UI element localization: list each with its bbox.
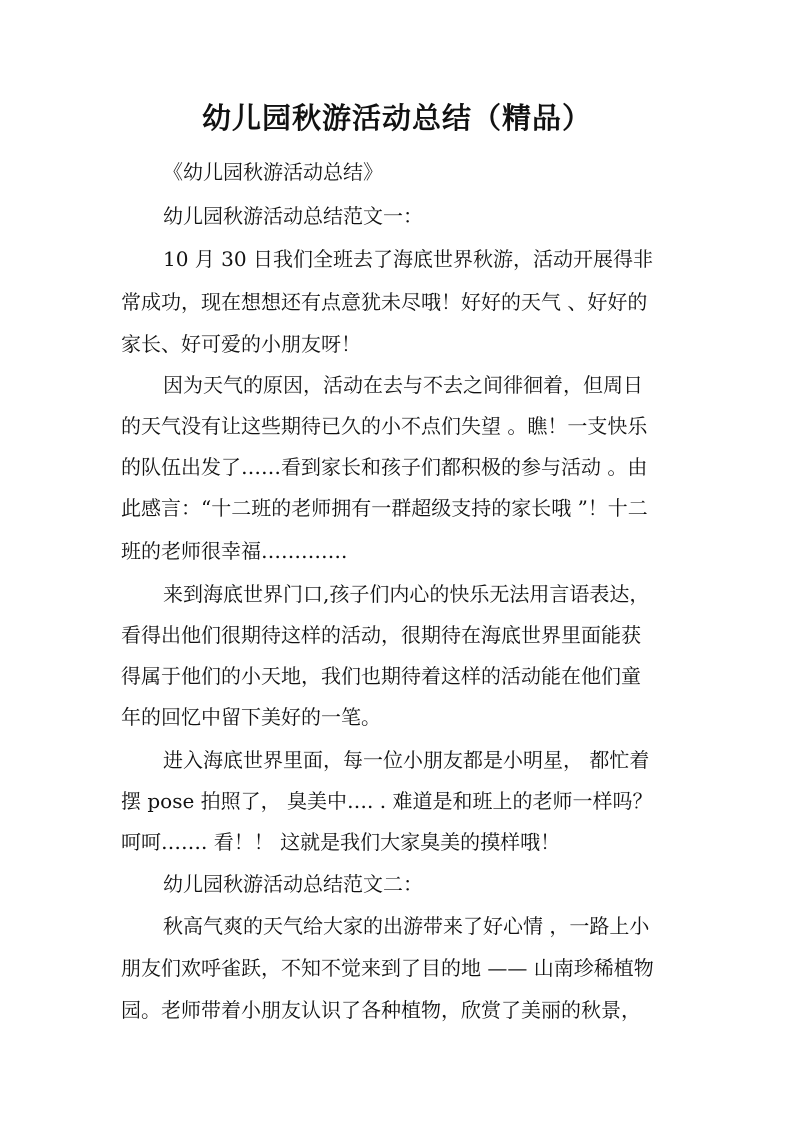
paragraph-line: 来到海底世界门口,孩子们内心的快乐无法用言语表达， bbox=[163, 582, 650, 606]
paragraph-line: 班的老师很幸福…………. bbox=[121, 539, 348, 563]
section-heading-one: 幼儿园秋游活动总结范文一： bbox=[163, 204, 423, 228]
paragraph-line: 家长、好可爱的小朋友呀！ bbox=[121, 332, 361, 356]
subtitle-line: 《幼儿园秋游活动总结》 bbox=[163, 160, 383, 184]
paragraph-line: 得属于他们的小天地，我们也期待着这样的活动能在他们童 bbox=[121, 664, 641, 688]
paragraph-line: 秋高气爽的天气给大家的出游带来了好心情 ，一路上小 bbox=[163, 914, 650, 938]
paragraph-line: 进入海底世界里面，每一位小朋友都是小明星， 都忙着 bbox=[163, 748, 650, 772]
paragraph-line: 朋友们欢呼雀跃，不知不觉来到了目的地 —— 山南珍稀植物 bbox=[121, 956, 654, 980]
section-heading-two: 幼儿园秋游活动总结范文二： bbox=[163, 872, 423, 896]
paragraph-line: 园。老师带着小朋友认识了各种植物，欣赏了美丽的秋景， bbox=[121, 998, 641, 1022]
paragraph-line: 因为天气的原因，活动在去与不去之间徘徊着，但周日 bbox=[163, 373, 643, 397]
paragraph-line: 摆 pose 拍照了， 臭美中…. . 难道是和班上的老师一样吗？ bbox=[121, 789, 653, 813]
document-title: 幼儿园秋游活动总结（精品） bbox=[201, 101, 592, 135]
paragraph-line: 此感言：“十二班的老师拥有一群超级支持的家长哦 ”！十二 bbox=[121, 496, 648, 520]
paragraph-line: 10 月 30 日我们全班去了海底世界秋游，活动开展得非 bbox=[163, 247, 653, 271]
paragraph-line: 看得出他们很期待这样的活动，很期待在海底世界里面能获 bbox=[121, 623, 641, 647]
paragraph-line: 呵呵……. 看！！ 这就是我们大家臭美的摸样哦！ bbox=[121, 830, 561, 854]
paragraph-line: 常成功，现在想想还有点意犹未尽哦！好好的天气 、好好的 bbox=[121, 290, 648, 314]
paragraph-line: 的天气没有让这些期待已久的小不点们失望 。瞧！一支快乐 bbox=[121, 414, 648, 438]
paragraph-line: 年的回忆中留下美好的一笔。 bbox=[121, 705, 381, 729]
paragraph-line: 的队伍出发了……看到家长和孩子们都积极的参与活动 。由 bbox=[121, 455, 648, 479]
